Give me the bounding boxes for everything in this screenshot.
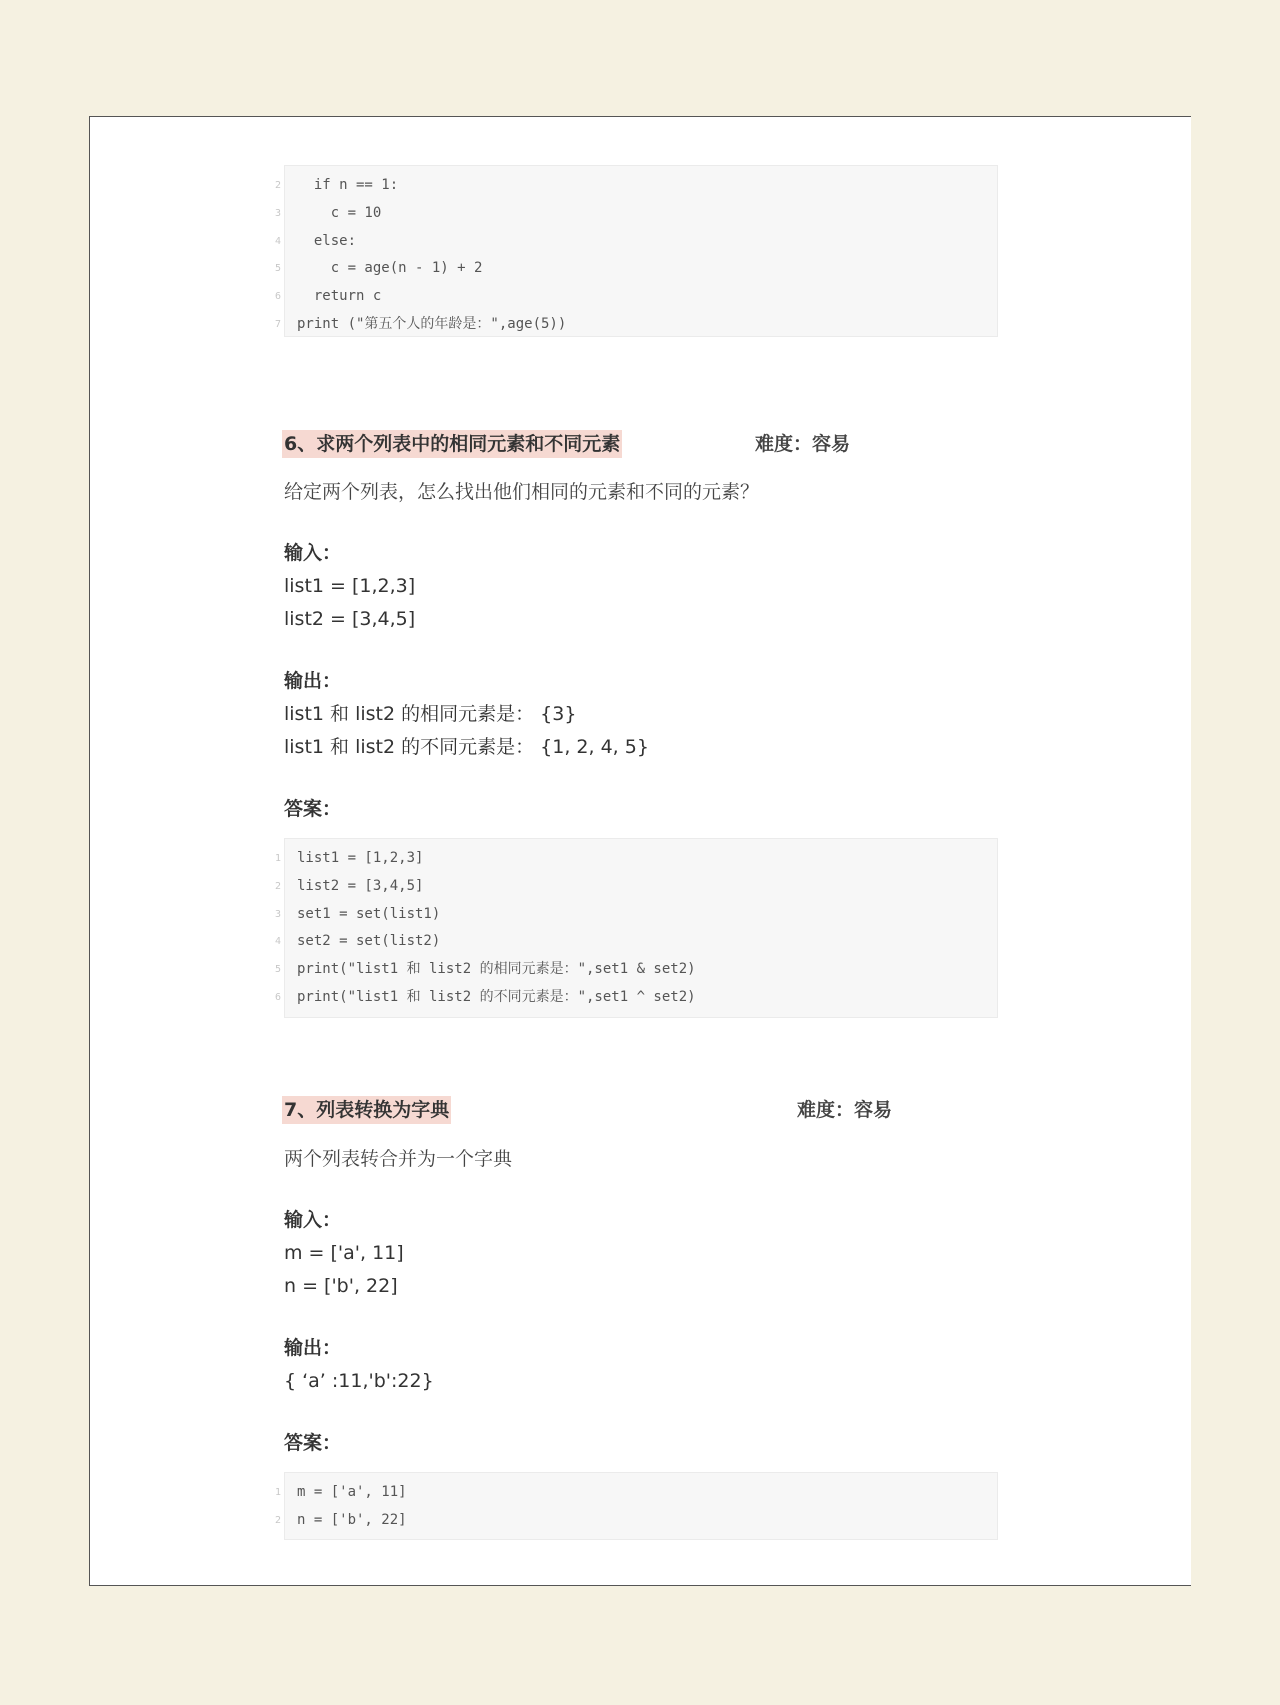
- code-line: [274, 984, 997, 1012]
- code-line: [274, 928, 997, 956]
- line-number: 5: [274, 263, 281, 275]
- code-text: print("list1 和 list2 的不同元素是：",set1 ^ set2): [297, 988, 696, 1005]
- code-text: list2 = [3,4,5]: [297, 877, 424, 894]
- code-line: [274, 956, 997, 984]
- code-line: [274, 283, 997, 311]
- code-line: [274, 311, 997, 339]
- line-number: 5: [274, 964, 281, 976]
- q7-input-label: 输入：: [284, 1209, 342, 1231]
- q6-output-line: list1 和 list2 的相同元素是： {3}: [284, 703, 577, 725]
- code-text: if n == 1:: [297, 177, 399, 193]
- line-number: 1: [274, 1487, 281, 1498]
- code-text: list1 = [1,2,3]: [297, 850, 424, 866]
- line-number: 2: [274, 880, 281, 892]
- q6-description: 给定两个列表，怎么找出他们相同的元素和不同的元素？: [284, 481, 760, 503]
- code-line: [274, 172, 997, 200]
- q7-code-block: [274, 1472, 998, 1540]
- code-text: print ("第五个人的年龄是：",age(5)): [297, 315, 567, 332]
- code-text: set2 = set(list2): [297, 933, 441, 950]
- q6-output-label: 输出：: [284, 670, 342, 692]
- q7-input-line: n = ['b', 22]: [284, 1275, 398, 1297]
- code-text: return c: [297, 288, 382, 305]
- line-number: 1: [274, 853, 281, 864]
- code-line: [274, 200, 997, 228]
- q7-output-line: { ‘a’ :11,'b':22}: [284, 1370, 434, 1392]
- q6-code-block: [274, 838, 998, 1018]
- code-text: c = 10: [297, 204, 382, 221]
- q7-answer-label: 答案：: [284, 1432, 342, 1454]
- line-number: 3: [274, 207, 281, 219]
- line-number: 4: [274, 235, 281, 247]
- q6-difficulty: 难度：容易: [755, 433, 851, 455]
- line-number: 7: [274, 318, 281, 330]
- q7-description: 两个列表转合并为一个字典: [284, 1148, 513, 1170]
- code-block-top: [274, 165, 998, 337]
- q6-input-label: 输入：: [284, 542, 342, 564]
- q6-title: 6、求两个列表中的相同元素和不同元素: [282, 430, 622, 458]
- q6-output-line: list1 和 list2 的不同元素是： {1, 2, 4, 5}: [284, 736, 649, 758]
- line-number: 6: [274, 291, 281, 303]
- q6-answer-label: 答案：: [284, 798, 342, 820]
- code-line: [274, 873, 997, 901]
- code-text: set1 = set(list1): [297, 905, 441, 922]
- code-text: m = ['a', 11]: [297, 1484, 407, 1500]
- document-page: [89, 116, 1191, 1586]
- line-number: 2: [274, 1514, 281, 1526]
- code-line: [274, 1507, 997, 1535]
- code-text: n = ['b', 22]: [297, 1511, 407, 1528]
- code-line: [274, 228, 997, 256]
- code-text: else:: [297, 232, 357, 249]
- q7-title: 7、列表转换为字典: [282, 1096, 451, 1124]
- line-number: 6: [274, 991, 281, 1003]
- code-line: [274, 1479, 997, 1507]
- q7-output-label: 输出：: [284, 1337, 342, 1359]
- line-number: 4: [274, 936, 281, 948]
- q7-input-line: m = ['a', 11]: [284, 1242, 404, 1264]
- code-line: [274, 845, 997, 873]
- q6-input-line: list1 = [1,2,3]: [284, 575, 416, 597]
- line-number: 3: [274, 908, 281, 920]
- code-text: c = age(n - 1) + 2: [297, 260, 483, 277]
- q6-input-line: list2 = [3,4,5]: [284, 608, 416, 630]
- code-line: [274, 901, 997, 929]
- q7-difficulty: 难度：容易: [797, 1099, 893, 1121]
- line-number: 2: [274, 180, 281, 191]
- code-line: [274, 255, 997, 283]
- code-text: print("list1 和 list2 的相同元素是：",set1 & set2): [297, 961, 696, 978]
